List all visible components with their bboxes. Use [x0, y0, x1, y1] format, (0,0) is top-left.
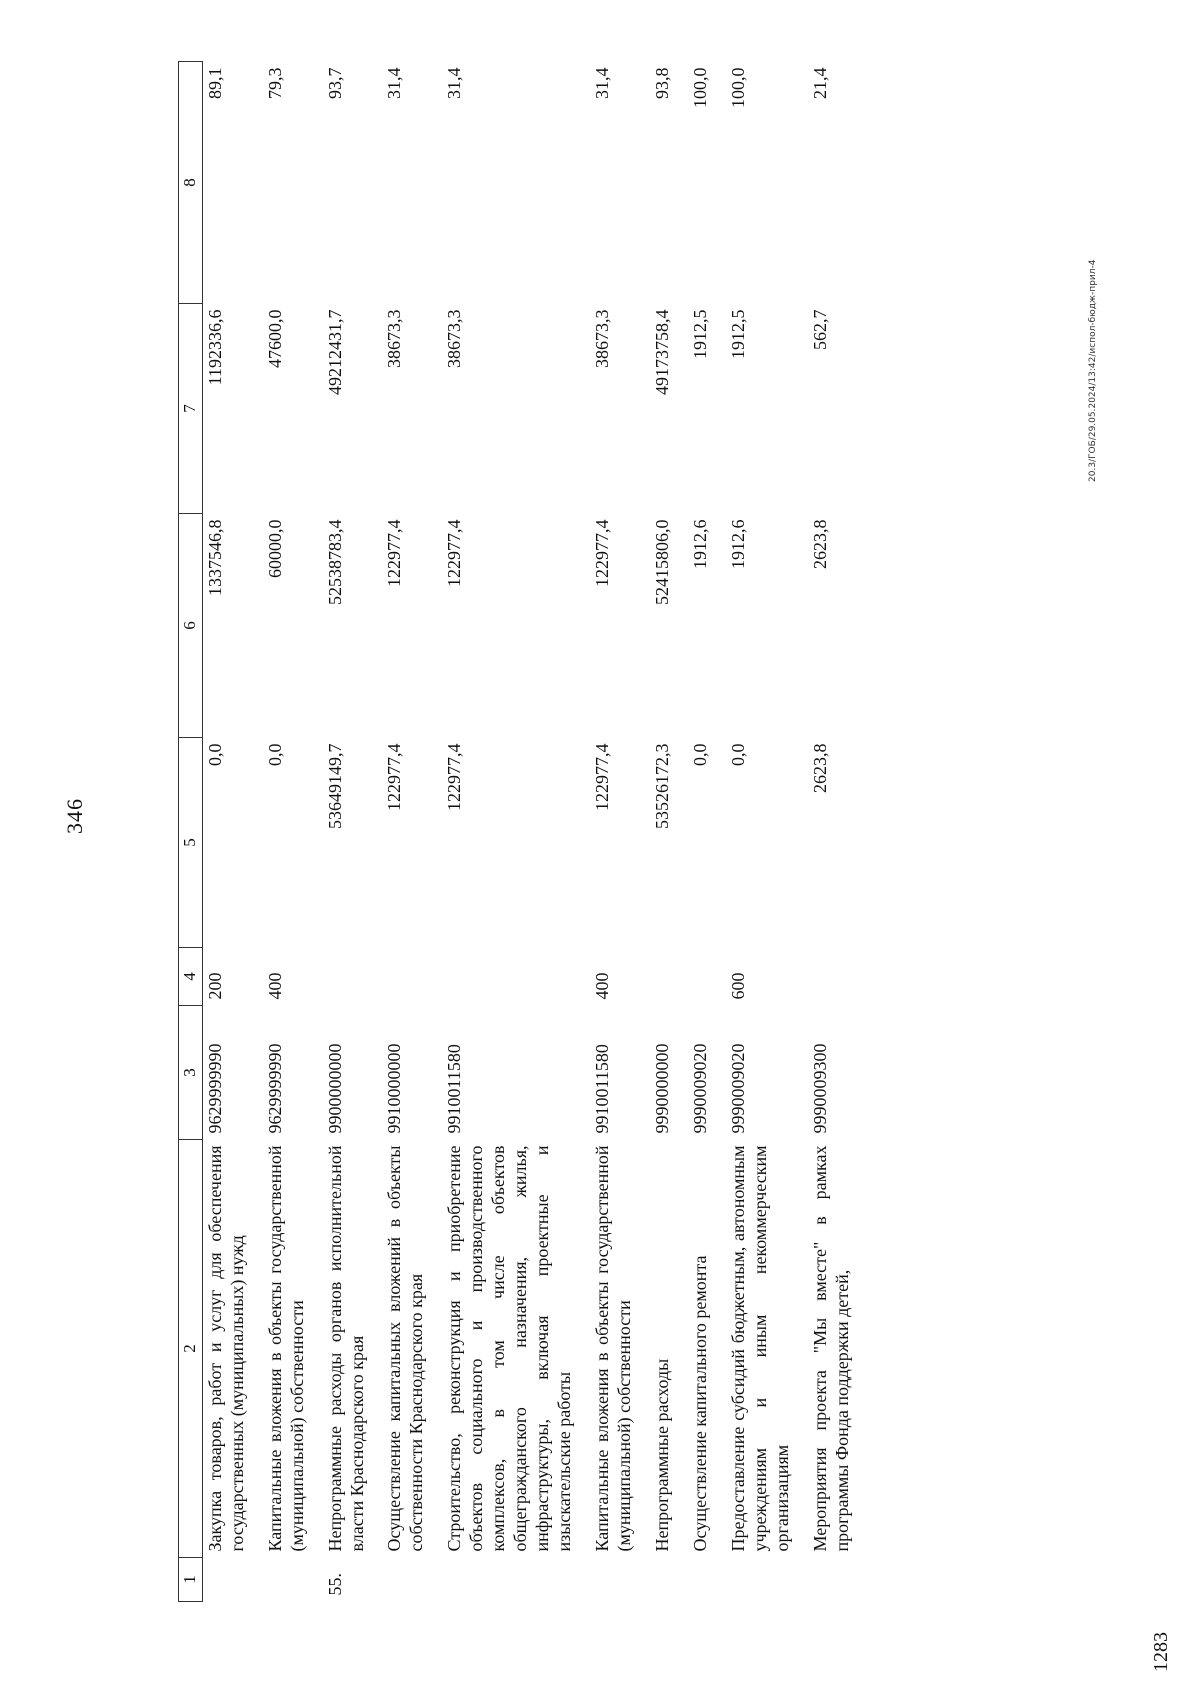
row-col7-value: 47600,0 — [264, 309, 285, 368]
row-col8-value: 31,4 — [444, 67, 465, 99]
row-col7-value: 1912,5 — [727, 309, 748, 359]
row-name: Предоставление субсидий бюджетным, автономным учреждениям и иным некоммерческим организациям — [727, 1145, 792, 1552]
table-header-row — [179, 62, 203, 1602]
row-number — [263, 1558, 323, 1602]
row-name: Капитальные вложения в объекты государственной (муниципальной) собственности — [264, 1145, 307, 1552]
row-col5-value: 122977,4 — [592, 743, 613, 811]
row-col5-value: 122977,4 — [384, 743, 405, 811]
row-number — [590, 1558, 650, 1602]
row-name: Непрограммные расходы органов исполнительной власти Краснодарского края — [324, 1145, 367, 1552]
column-header-4: 4 — [179, 948, 203, 1006]
column-header-8: 8 — [179, 62, 203, 304]
row-col8-value: 93,8 — [651, 67, 672, 99]
row-number — [202, 1558, 262, 1602]
row-expense-type — [808, 948, 868, 1006]
table-row — [808, 62, 868, 1602]
row-expense-type — [323, 948, 383, 1006]
row-name: Осуществление капитальных вложений в объекты собственности Краснодарского края — [384, 1145, 427, 1552]
row-expense-type: 400 — [592, 972, 613, 1000]
row-number — [650, 1558, 688, 1602]
row-col7-value: 38673,3 — [592, 309, 613, 368]
row-number — [808, 1558, 868, 1602]
row-name: Закупка товаров, работ и услуг для обеспечения государственных (муниципальных) нужд — [204, 1145, 247, 1552]
row-col6-value: 52538783,4 — [324, 519, 345, 605]
row-number: 55. — [324, 1573, 345, 1596]
row-col5-value: 53526172,3 — [651, 743, 672, 829]
row-col5-value: 0,0 — [264, 743, 285, 766]
row-col7-value: 38673,3 — [444, 309, 465, 368]
row-number — [688, 1558, 726, 1602]
table-row — [726, 62, 808, 1602]
row-col5-value: 0,0 — [689, 743, 710, 766]
row-col6-value: 1912,6 — [689, 519, 710, 569]
row-number — [726, 1558, 808, 1602]
column-header-5: 5 — [179, 738, 203, 948]
row-expense-type — [650, 948, 688, 1006]
row-col7-value: 49212431,7 — [324, 309, 345, 395]
table-row — [688, 62, 726, 1602]
row-col6-value: 1912,6 — [727, 519, 748, 569]
row-expense-type — [688, 948, 726, 1006]
row-expense-type: 200 — [204, 972, 225, 1000]
row-expense-type — [442, 948, 590, 1006]
row-code: 9629999990 — [264, 1043, 285, 1134]
row-name: Непрограммные расходы — [651, 1358, 672, 1552]
row-code: 9990000000 — [651, 1043, 672, 1134]
row-expense-type: 600 — [727, 972, 748, 1000]
row-col6-value: 60000,0 — [264, 519, 285, 578]
row-name: Капитальные вложения в объекты государственной (муниципальной) собственности — [592, 1145, 635, 1552]
table-row — [382, 62, 442, 1602]
row-name: Мероприятия проекта "Мы вместе" в рамках программы Фонда поддержки детей, — [809, 1145, 852, 1552]
table-row — [650, 62, 688, 1602]
row-col8-value: 100,0 — [727, 67, 748, 108]
table-body — [202, 62, 867, 1602]
row-name: Строительство, реконструкция и приобретение объектов социального и производственного комплексов, в том числе объектов общегражданского назначения, жилья, инфраструктуры, включая проектные и изыскательские работы — [444, 1145, 575, 1552]
row-col8-value: 93,7 — [324, 67, 345, 99]
row-col6-value: 52415806,0 — [651, 519, 672, 605]
row-col7-value: 1192336,6 — [204, 309, 225, 386]
row-col7-value: 38673,3 — [384, 309, 405, 368]
row-col6-value: 122977,4 — [444, 519, 465, 587]
column-header-2: 2 — [179, 1140, 203, 1558]
row-col5-value: 53649149,7 — [324, 743, 345, 829]
row-col8-value: 100,0 — [689, 67, 710, 108]
row-expense-type — [382, 948, 442, 1006]
row-col8-value: 31,4 — [592, 67, 613, 99]
row-col8-value: 89,1 — [204, 67, 225, 99]
table-row — [202, 62, 262, 1602]
column-header-3: 3 — [179, 1006, 203, 1140]
row-number — [382, 1558, 442, 1602]
row-col7-value: 1912,5 — [689, 309, 710, 359]
table-row — [323, 62, 383, 1602]
budget-table — [178, 61, 868, 1602]
row-expense-type: 400 — [264, 972, 285, 1000]
row-number — [442, 1558, 590, 1602]
row-col6-value: 122977,4 — [592, 519, 613, 587]
row-code: 9990009020 — [727, 1043, 748, 1134]
row-col5-value: 2623,8 — [809, 743, 830, 793]
row-code: 9629999990 — [204, 1043, 225, 1134]
table-row — [590, 62, 650, 1602]
row-code: 9910011580 — [444, 1044, 465, 1134]
row-code: 9990009020 — [689, 1043, 710, 1134]
row-col6-value: 122977,4 — [384, 519, 405, 587]
row-code: 9910000000 — [384, 1043, 405, 1134]
row-name: Осуществление капитального ремонта — [689, 1255, 710, 1552]
table-row — [442, 62, 590, 1602]
row-col6-value: 1337546,8 — [204, 519, 225, 596]
column-header-7: 7 — [179, 304, 203, 514]
row-col8-value: 31,4 — [384, 67, 405, 99]
corner-number: 1283 — [1150, 1632, 1172, 1672]
row-col5-value: 122977,4 — [444, 743, 465, 811]
row-col7-value: 49173758,4 — [651, 309, 672, 395]
column-header-1: 1 — [179, 1558, 203, 1602]
row-col7-value: 562,7 — [809, 309, 830, 350]
column-header-6: 6 — [179, 514, 203, 738]
row-col5-value: 0,0 — [727, 743, 748, 766]
row-col8-value: 21,4 — [809, 67, 830, 99]
row-col5-value: 0,0 — [204, 743, 225, 766]
footer-code: 20.3/ГОБ/29.05.2024/13:42/испол-бюдж-прил-4 — [1088, 259, 1098, 482]
row-col8-value: 79,3 — [264, 67, 285, 99]
row-col6-value: 2623,8 — [809, 519, 830, 569]
page-number: 346 — [62, 798, 87, 834]
row-code: 9900000000 — [324, 1043, 345, 1134]
row-code: 9910011580 — [592, 1044, 613, 1134]
table-row — [263, 62, 323, 1602]
row-code: 9990009300 — [809, 1043, 830, 1134]
